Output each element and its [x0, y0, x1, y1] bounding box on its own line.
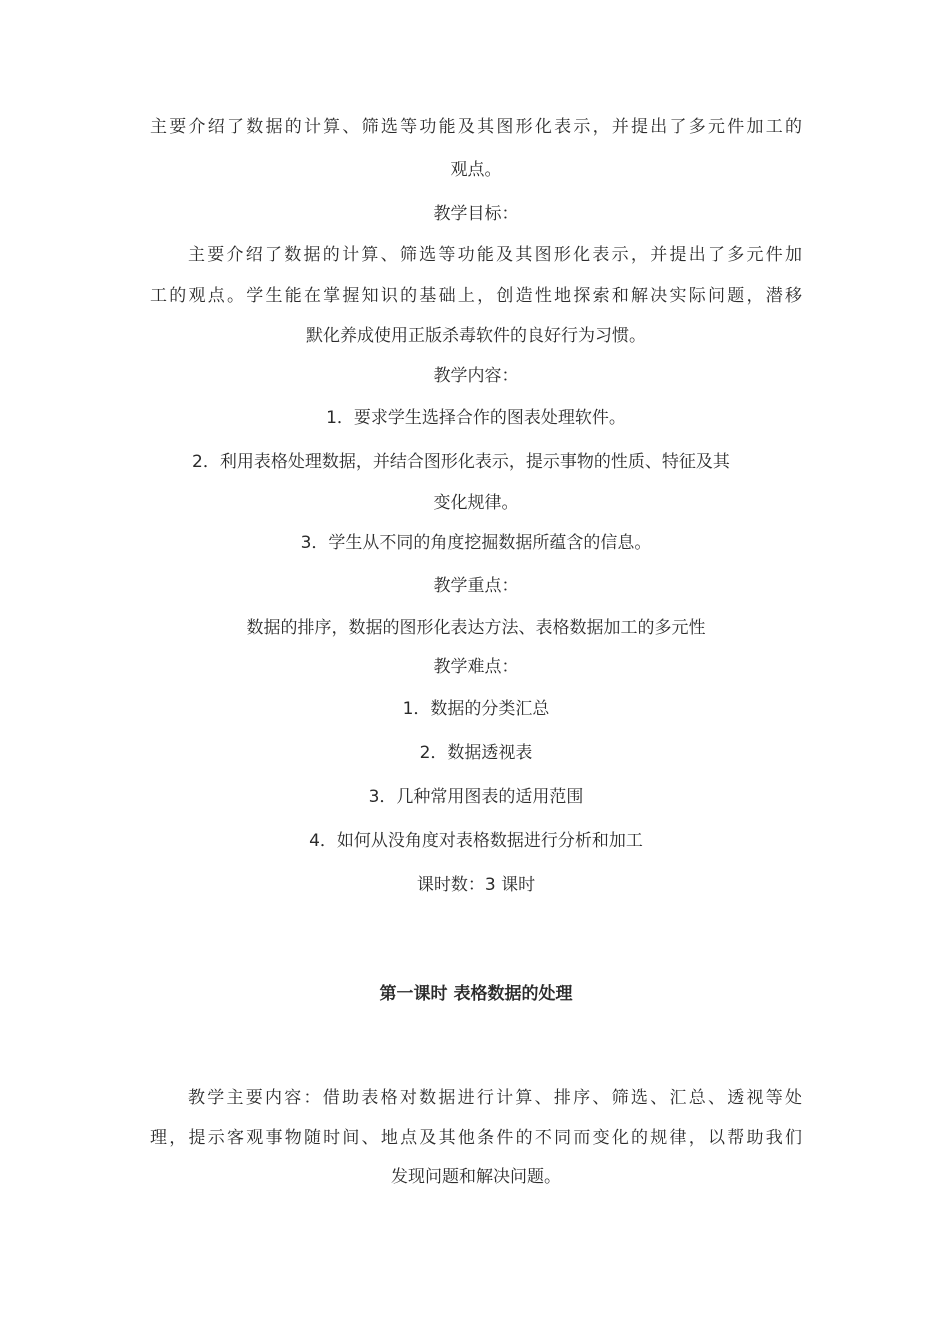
content-item-1: 1．要求学生选择合作的图表处理软件。 [326, 408, 626, 428]
difficulty-item: 3．几种常用图表的适用范围 [368, 787, 584, 807]
key-points-text: 数据的排序，数据的图形化表达方法、表格数据加工的多元性 [246, 618, 706, 638]
content-item-3: 3．学生从不同的角度挖掘数据所蕴含的信息。 [300, 533, 652, 553]
document-page [150, 0, 802, 1344]
content-label: 教学内容： [433, 366, 519, 386]
content-item-2-line-1: 2．利用表格处理数据，并结合图形化表示，提示事物的性质、特征及其 [192, 452, 730, 472]
lesson1-line-2: 理，提示客观事物随时间、地点及其他条件的不同而变化的规律，以帮助我们 [150, 1128, 802, 1148]
lesson1-line-3: 发现问题和解决问题。 [391, 1167, 561, 1187]
lesson1-line-1: 教学主要内容：借助表格对数据进行计算、排序、筛选、汇总、透视等处 [188, 1088, 802, 1108]
objectives-line-1: 主要介绍了数据的计算、筛选等功能及其图形化表示，并提出了多元件加 [188, 245, 802, 265]
intro-line-2: 观点。 [450, 160, 502, 180]
intro-line-1: 主要介绍了数据的计算、筛选等功能及其图形化表示，并提出了多元件加工的 [150, 117, 802, 137]
difficulty-item: 4．如何从没角度对表格数据进行分析和加工 [309, 831, 643, 851]
objectives-line-2: 工的观点。学生能在掌握知识的基础上，创造性地探索和解决实际问题，潜移 [150, 286, 802, 306]
objectives-line-3: 默化养成使用正版杀毒软件的良好行为习惯。 [306, 326, 646, 346]
lesson1-title: 第一课时 表格数据的处理 [379, 984, 573, 1004]
content-item-2-line-2: 变化规律。 [433, 493, 519, 513]
difficulty-item: 2．数据透视表 [419, 743, 533, 763]
key-points-label: 教学重点： [433, 576, 519, 596]
objectives-label: 教学目标： [433, 204, 519, 224]
difficulties-label: 教学难点： [433, 657, 519, 677]
class-hours: 课时数：3 课时 [416, 875, 536, 895]
difficulty-item: 1．数据的分类汇总 [402, 699, 550, 719]
